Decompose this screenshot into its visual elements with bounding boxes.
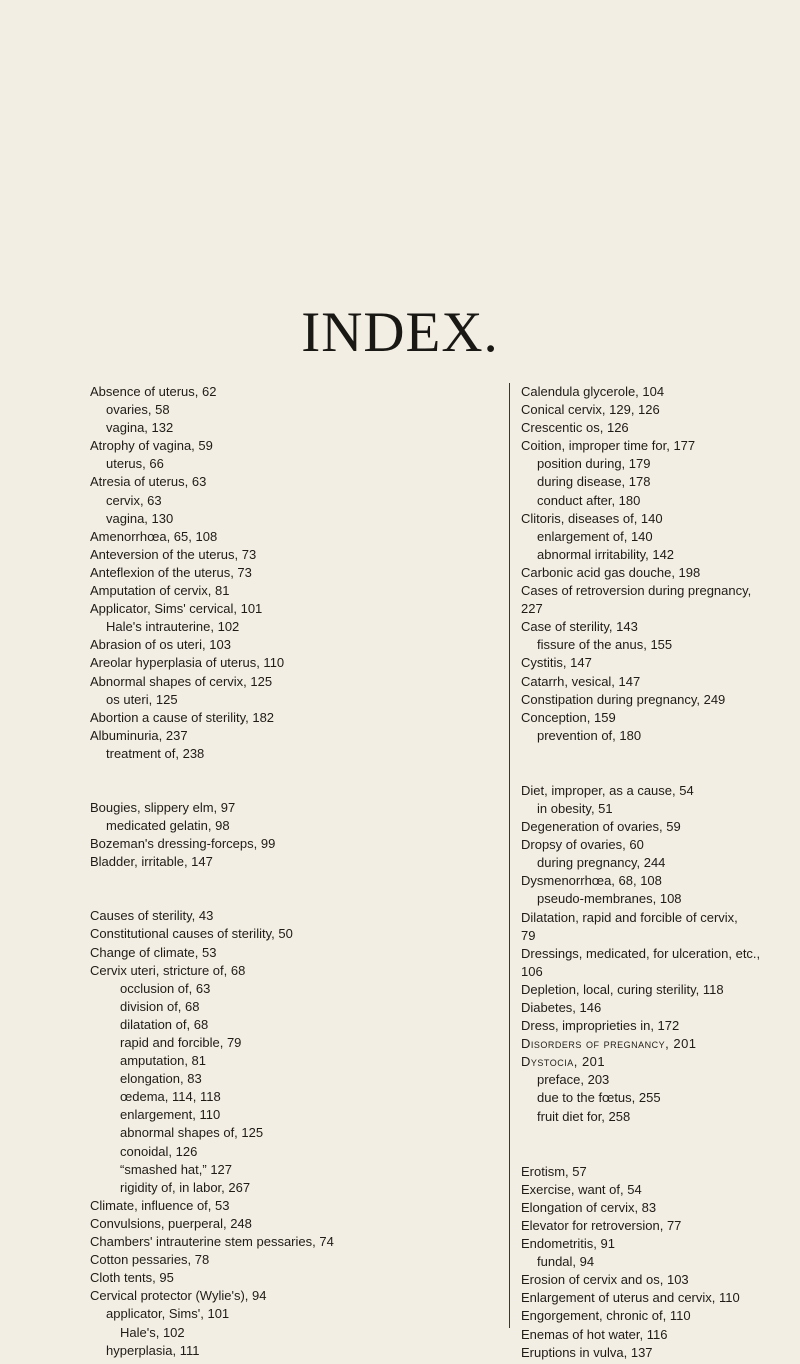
index-entry: during pregnancy, 244 (537, 855, 666, 871)
index-entry: œdema, 114, 118 (120, 1089, 221, 1105)
index-entry: Cases of retroversion during pregnancy, (521, 583, 752, 599)
index-entry: Abnormal shapes of cervix, 125 (90, 673, 273, 689)
index-entry: Constitutional causes of sterility, 50 (90, 926, 293, 942)
index-entry: Causes of sterility, 43 (90, 908, 214, 924)
index-entry: Abortion a cause of sterility, 182 (90, 709, 275, 725)
index-entry: occlusion of, 63 (120, 980, 211, 996)
index-entry: Anteflexion of the uterus, 73 (90, 564, 252, 580)
index-entry: Convulsions, puerperal, 248 (90, 1215, 252, 1231)
index-group-a (90, 383, 485, 763)
index-entry: Case of sterility, 143 (521, 619, 638, 635)
index-entry: Hale's, 102 (120, 1324, 185, 1340)
index-group-b (90, 799, 485, 871)
index-entry: during disease, 178 (537, 474, 651, 490)
index-entry: rigidity of, in labor, 267 (120, 1179, 251, 1195)
index-entry: Atresia of uterus, 63 (90, 474, 207, 490)
index-entry: Constipation during pregnancy, 249 (521, 691, 726, 707)
index-entry: Bougies, slippery elm, 97 (90, 799, 236, 815)
index-entry: in obesity, 51 (537, 800, 613, 816)
index-entry: rapid and forcible, 79 (120, 1035, 242, 1050)
index-entry: Amputation of cervix, 81 (90, 583, 230, 599)
index-entry: Absence of uterus, 62 (90, 384, 217, 399)
index-entry: Atrophy of vagina, 59 (90, 438, 213, 454)
index-entry: preface, 203 (537, 1072, 610, 1088)
index-entry: uterus, 66 (106, 456, 164, 472)
index-entry: Depletion, local, curing sterility, 118 (521, 981, 724, 997)
index-entry: “smashed hat,” 127 (120, 1161, 233, 1177)
page-title: INDEX. (301, 301, 499, 364)
index-entry: Coition, improper time for, 177 (521, 438, 696, 454)
index-entry: Dress, improprieties in, 172 (521, 1018, 680, 1034)
index-entry: Dressings, medicated, for ulceration, etc., (521, 945, 761, 961)
index-entry: position during, 179 (537, 456, 651, 472)
index-entry: Erosion of cervix and os, 103 (521, 1272, 689, 1288)
index-entry: amputation, 81 (120, 1053, 207, 1069)
index-entry: hyperplasia, 111 (106, 1342, 200, 1358)
index-entry: Dystocia, 201 (521, 1054, 606, 1070)
index-entry: Cystitis, 147 (521, 655, 592, 671)
index-entry: 106 (521, 963, 543, 979)
index-entry: prevention of, 180 (537, 727, 642, 743)
index-entry: 227 (521, 601, 543, 617)
index-entry: conduct after, 180 (537, 492, 641, 508)
index-entry: cervix, 63 (106, 492, 162, 508)
index-entry: abnormal irritability, 142 (537, 546, 675, 562)
index-entry: Elevator for retroversion, 77 (521, 1217, 682, 1233)
index-entry: Degeneration of ovaries, 59 (521, 819, 681, 835)
index-entry: Exercise, want of, 54 (521, 1181, 642, 1197)
index-entry: elongation, 83 (120, 1071, 202, 1087)
index-entry: applicator, Sims', 101 (106, 1306, 230, 1322)
index-entry: Hale's intrauterine, 102 (106, 619, 240, 635)
index-entry: Carbonic acid gas douche, 198 (521, 564, 701, 580)
index-entry: due to the fœtus, 255 (537, 1090, 661, 1106)
index-entry: Dilatation, rapid and forcible of cervix, (521, 909, 738, 925)
index-entry: Catarrh, vesical, 147 (521, 673, 641, 689)
index-entry: Engorgement, chronic of, 110 (521, 1308, 691, 1324)
index-entry: pseudo-membranes, 108 (537, 891, 682, 907)
index-entry: os uteri, 125 (106, 691, 178, 707)
index-entry: Cervical protector (Wylie's), 94 (90, 1288, 267, 1304)
index-entry: Anteversion of the uterus, 73 (90, 546, 257, 562)
index-column-right (509, 383, 792, 1360)
index-entry: enlargement, 110 (120, 1107, 221, 1123)
index-entry: 79 (521, 927, 536, 943)
index-entry: Enlargement of uterus and cervix, 110 (521, 1290, 740, 1306)
index-entry: Bladder, irritable, 147 (90, 854, 213, 870)
index-entry: Change of climate, 53 (90, 944, 217, 960)
index-entry: Areolar hyperplasia of uterus, 110 (90, 655, 285, 671)
index-entry: conoidal, 126 (120, 1143, 198, 1159)
index-column-left (90, 383, 485, 1360)
index-entry: Albuminuria, 237 (90, 727, 188, 743)
index-entry: Conception, 159 (521, 709, 616, 725)
index-entry: Calendula glycerole, 104 (521, 384, 665, 399)
index-group-e (521, 1163, 792, 1362)
index-entry: division of, 68 (120, 998, 200, 1014)
index-entry: Cloth tents, 95 (90, 1270, 174, 1286)
index-entry: Diabetes, 146 (521, 1000, 602, 1015)
index-entry: abnormal shapes of, 125 (120, 1125, 264, 1141)
index-entry: Crescentic os, 126 (521, 420, 629, 436)
index-entry: Chambers' intrauterine stem pessaries, 74 (90, 1234, 334, 1250)
index-entry: vagina, 132 (106, 420, 174, 436)
index-entry: Elongation of cervix, 83 (521, 1199, 657, 1215)
index-entry: dilatation of, 68 (120, 1016, 209, 1032)
index-entry: fissure of the anus, 155 (537, 637, 673, 653)
index-entry: Eruptions in vulva, 137 (521, 1344, 653, 1360)
index-entry: fruit diet for, 258 (537, 1108, 631, 1124)
index-entry: Erotism, 57 (521, 1163, 587, 1179)
index-entry: Clitoris, diseases of, 140 (521, 510, 663, 526)
index-entry: treatment of, 238 (106, 745, 205, 761)
index-group-c-right (521, 383, 792, 745)
index-entry: Amenorrhœa, 65, 108 (90, 528, 218, 544)
index-group-c-left (90, 907, 485, 1359)
index-entry: Conical cervix, 129, 126 (521, 402, 660, 418)
index-entry: Disorders of pregnancy, 201 (521, 1036, 697, 1052)
index-entry: Cotton pessaries, 78 (90, 1252, 210, 1268)
index-entry: medicated gelatin, 98 (106, 818, 230, 834)
index-group-d (521, 782, 792, 1126)
index-entry: Enemas of hot water, 116 (521, 1326, 668, 1342)
index-entry: vagina, 130 (106, 510, 174, 526)
index-entry: Applicator, Sims' cervical, 101 (90, 601, 263, 617)
index-entry: fundal, 94 (537, 1254, 595, 1270)
index-entry: ovaries, 58 (106, 402, 170, 418)
index-entry: Cervix uteri, stricture of, 68 (90, 962, 246, 978)
index-entry: Endometritis, 91 (521, 1236, 615, 1252)
index-entry: Dropsy of ovaries, 60 (521, 837, 644, 853)
index-entry: Dysmenorrhœa, 68, 108 (521, 873, 662, 889)
index-entry: enlargement of, 140 (537, 528, 653, 544)
index-entry: Climate, influence of, 53 (90, 1197, 230, 1213)
index-entry: Bozeman's dressing-forceps, 99 (90, 836, 276, 852)
index-entry: Diet, improper, as a cause, 54 (521, 782, 694, 798)
index-entry: Abrasion of os uteri, 103 (90, 637, 231, 653)
